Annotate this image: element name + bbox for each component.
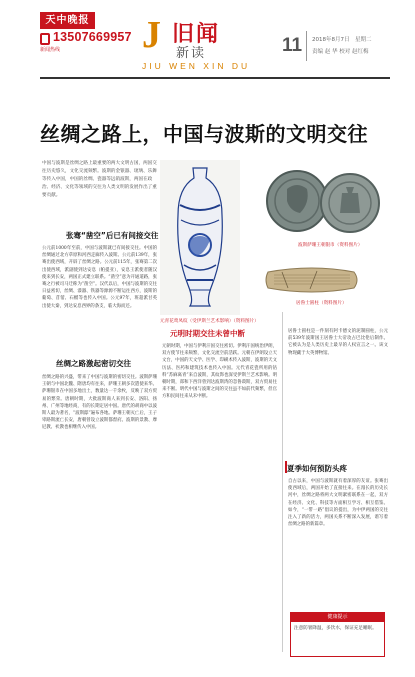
editor-credits: 责编 赵 华 校对 赵红梅 bbox=[312, 49, 369, 55]
sidebar-title: 夏季如何预防头疼 bbox=[287, 464, 347, 473]
hotline-label: 新闻热线 bbox=[40, 47, 61, 53]
vase-image bbox=[160, 160, 240, 315]
article-lead: 中国与波斯是丝绸之路上最重要的两大文明古国，两国交往历史悠久，文化交流频繁。波斯的金银器、琉璃、乐舞等传入中国，中国的丝绸、瓷器等远销波斯，两国在政治、经济、文化等领域的交往为人类文明的发展作出了重要贡献。 bbox=[42, 161, 157, 198]
section-title-3: 元明时期交往未曾中断 bbox=[170, 329, 245, 338]
column-separator bbox=[282, 312, 283, 652]
column-pinyin: JIU WEN XIN DU bbox=[142, 61, 251, 71]
column-letter: J bbox=[142, 14, 161, 56]
page-number: 11 bbox=[282, 35, 303, 56]
masthead-rule bbox=[40, 77, 390, 79]
ad-text: 注意防暑降温，多饮水，保证充足睡眠。 bbox=[294, 626, 377, 631]
section-title-2: 丝绸之路激起密切交往 bbox=[56, 359, 131, 368]
phone-icon bbox=[40, 33, 50, 45]
column-subtitle: 新读 bbox=[176, 46, 207, 61]
advertisement bbox=[290, 612, 385, 657]
newspaper-logo: 天中晚报 bbox=[40, 12, 95, 29]
coins-image bbox=[262, 165, 382, 237]
masthead bbox=[0, 0, 415, 100]
vase-caption: 元青花鸾凤纹（受伊斯兰艺术影响）（资料图片） bbox=[160, 319, 259, 324]
column-title: 旧闻 bbox=[172, 22, 221, 47]
body-column-3: 居鲁士圆柱是一件刻有阿卡德文的泥制圆柱，公元前539年波斯国王居鲁士大帝攻占巴比伦后制作。它被认为是人类历史上最早的人权宣言之一。该文物现藏于大英博物馆。 bbox=[288, 329, 388, 356]
cylinder-caption: 居鲁士圆柱（资料图片） bbox=[296, 301, 347, 306]
body-column-1a: 公元前1000年至前，中国与波斯就已有间接交往。中国的丝绸通过北方草原和河西走廊传入波斯。公元前139年，张骞出使西域，开辟了丝绸之路。公元前115年，张骞第二次出使西域，派副使到达安息（帕提亚），安息王派使者随汉使来到长安，两国正式建立联系。“凿空”意为开通道路，张骞之行被司马迁称为“凿空”。汉代以后，中国与波斯的交往日益密切，丝绸、漆器、铁器等源源不断运往西方，波斯的葡萄、苜蓿、石榴等也传入中国。公元97年，班超派甘英出使大秦，到达安息西界的条支，临大海而还。 bbox=[42, 246, 157, 309]
sidebar-body: 自古以来，中国与波斯就有着深厚的友谊。张骞出使西域后，两国开始了直接往来。在漫长的历史长河中，丝绸之路将两大文明紧密联系在一起，双方在经济、文化、科技等方面相互学习、相互借鉴。如今，“一带一路”倡议的提出，为中伊两国的交往注入了新的活力，两国关系不断深入发展，谱写着丝绸之路的新篇章。 bbox=[288, 479, 388, 528]
body-column-2: 元朝时期，中国与伊利汗国交往密切。伊利汗国统治伊朗，双方使节往来频繁，文化交流空前活跃。元朝在伊朗设立天文台，中国的天文学、医学、印刷术传入波斯，波斯的天文历法、医药和建筑技术也传入中国。元代青花瓷所用的钴料“苏麻离青”来自波斯，其纹饰也深受伊斯兰艺术影响。明朝时期，郑和下西洋曾到达波斯湾的忽鲁谟斯，双方贸易往来不断。明代中国与波斯之间的交往虽不如前代频繁，但官方和民间往来从未中断。 bbox=[162, 344, 277, 400]
article-headline: 丝绸之路上，中国与波斯的文明交往 bbox=[40, 122, 368, 146]
coins-caption: 波斯萨珊王朝银币（资料图片） bbox=[298, 243, 363, 248]
ad-header: 健康提示 bbox=[291, 613, 384, 622]
section-title-1: 张骞“凿空”后已有间接交往 bbox=[66, 231, 159, 240]
hotline-number: 13507669957 bbox=[53, 30, 132, 44]
body-column-1b: 丝绸之路的兴盛，带来了中国与波斯的密切交往。波斯萨珊王朝与中国北魏、隋唐均有往来，萨珊王朝多次遣使来华。萨珊银币在中国多地出土，数量达一千余枚，反映了双方贸易的繁荣。唐朝时期，大批波斯商人来到长安、洛阳、扬州、广州等地经商，有的长期定居中国。唐代的胡商中以波斯人最为著名，“波斯邸”遍布各地。萨珊王朝灭亡后，王子卑路斯流亡长安，唐朝曾设立波斯都督府。波斯的景教、摩尼教、祆教也相继传入中国。 bbox=[42, 375, 157, 431]
issue-date: 2018年8月7日 星期二 bbox=[312, 37, 372, 43]
cyrus-cylinder-image bbox=[262, 262, 362, 297]
masthead-divider bbox=[306, 31, 307, 61]
